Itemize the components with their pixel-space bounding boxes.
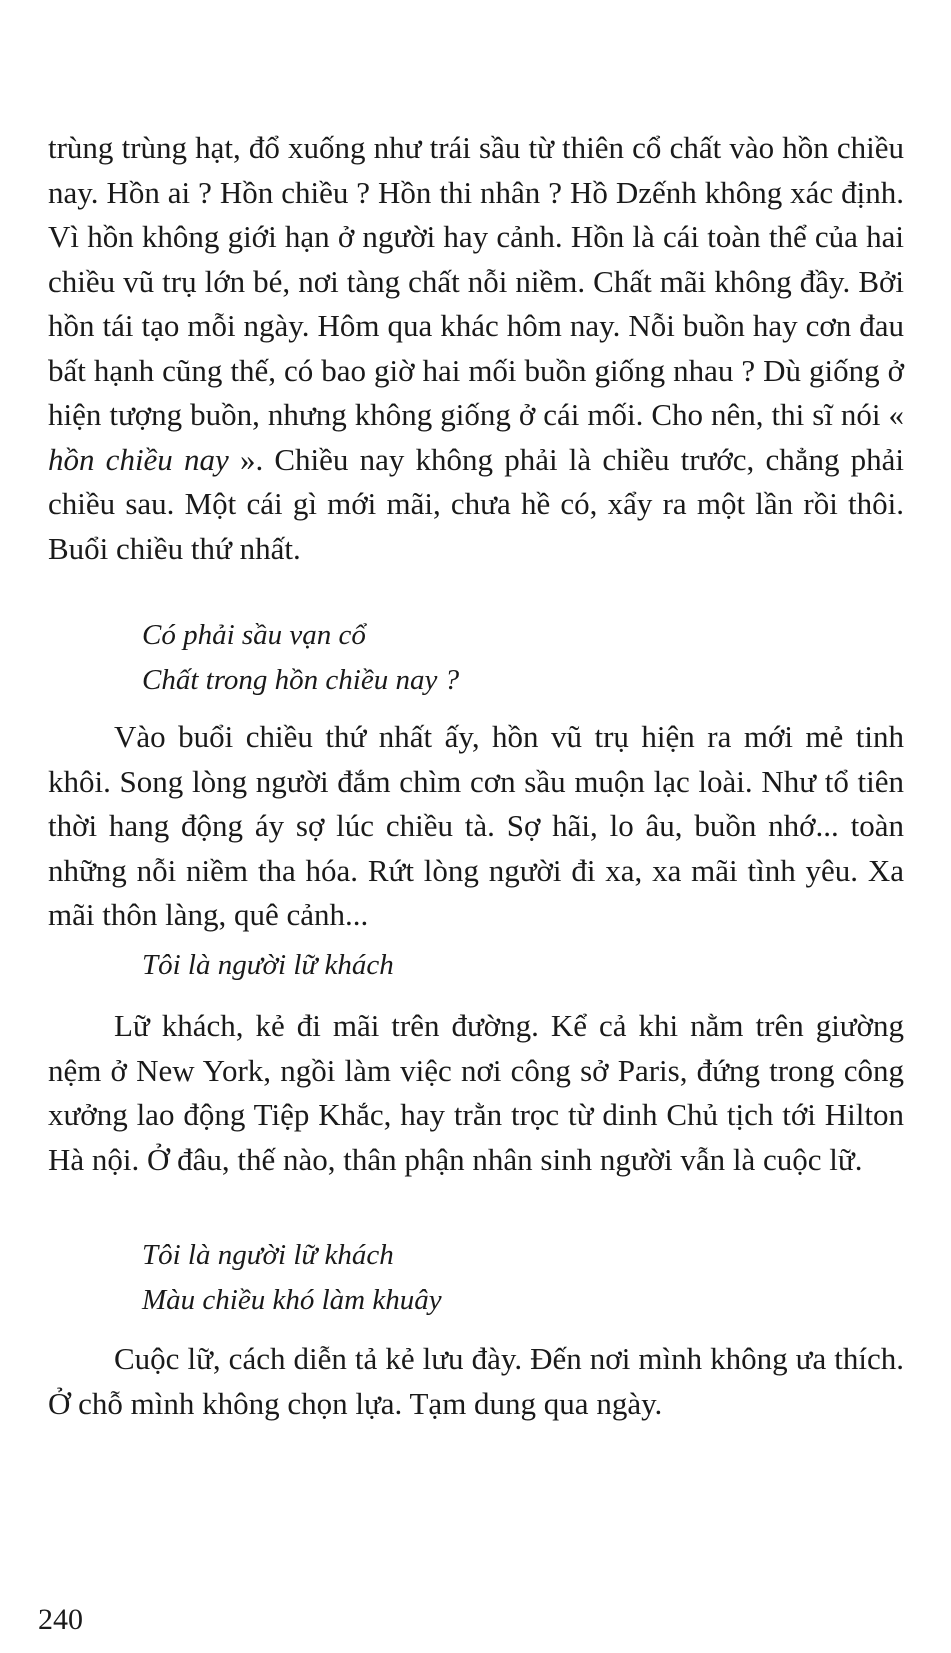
verse-2	[142, 943, 394, 988]
quoted-phrase: hồn chiều nay	[48, 441, 229, 477]
verse-line: Tôi là người lữ khách	[142, 1239, 394, 1271]
page-number: 240	[38, 1603, 83, 1636]
paragraph-3-text: Lữ khách, kẻ đi mãi trên đường. Kể cả khi nằm trên giường nệm ở New York, ngồi làm việc nơi công sở Paris, đứng trong công xưởng lao động Tiệp Khắc, hay trằn trọc từ dinh Chủ tịch tới Hilton Hà nội. Ở đâu, thế nào, thân phận nhân sinh người vẫn là cuộc lữ.	[48, 1008, 904, 1177]
verse-line: Màu chiều khó làm khuây	[142, 1284, 442, 1316]
paragraph-1-tail: Chiều nay không phải là chiều trước, chẳng phải chiều sau. Một cái gì mới mãi, chưa hề có, xẩy ra một lần rồi thôi. Buổi chiều thứ nhất.	[48, 441, 905, 566]
paragraph-3	[48, 1004, 904, 1182]
verse-1	[142, 613, 459, 703]
paragraph-1-text: trùng trùng hạt, đổ xuống như trái sầu từ thiên cổ chất vào hồn chiều nay. Hồn ai ? Hồn chiều ? Hồn thi nhân ? Hồ Dzếnh không xác định. Vì hồn không giới hạn ở người hay cảnh. Hồn là cái toàn thể của hai chiều vũ trụ lớn bé, nơi tàng chất nỗi niềm. Chất mãi không đầy. Bởi hồn tái tạo mỗi ngày. Hôm qua khác hôm nay. Nỗi buồn hay cơn đau bất hạnh cũng thế, có bao giờ hai mối buồn giống nhau ? Dù giống ở hiện tượng buồn, nhưng không giống ở cái mối. Cho nên, thi sĩ nói	[48, 130, 904, 432]
verse-line: Tôi là người lữ khách	[142, 949, 394, 981]
paragraph-4	[48, 1337, 904, 1426]
paragraph-1	[48, 126, 904, 571]
paragraph-2	[48, 715, 904, 938]
verse-line: Có phải sầu vạn cổ	[142, 619, 366, 651]
verse-3	[142, 1233, 442, 1323]
verse-line: Chất trong hồn chiều nay ?	[142, 664, 460, 696]
paragraph-4-text: Cuộc lữ, cách diễn tả kẻ lưu đày. Đến nơi mình không ưa thích. Ở chỗ mình không chọn lựa. Tạm dung qua ngày.	[48, 1341, 904, 1421]
quote-open: «	[888, 397, 905, 432]
paragraph-2-text: Vào buổi chiều thứ nhất ấy, hồn vũ trụ hiện ra mới mẻ tinh khôi. Song lòng người đắm chìm cơn sầu muộn lạc loài. Như tổ tiên thời hang động áy sợ lúc chiều tà. Sợ hãi, lo âu, buồn nhớ... toàn những nỗi niềm tha hóa. Rứt lòng người đi xa, xa mãi tình yêu. Xa mãi thôn làng, quê cảnh...	[48, 719, 904, 932]
quote-close: ».	[239, 441, 264, 477]
